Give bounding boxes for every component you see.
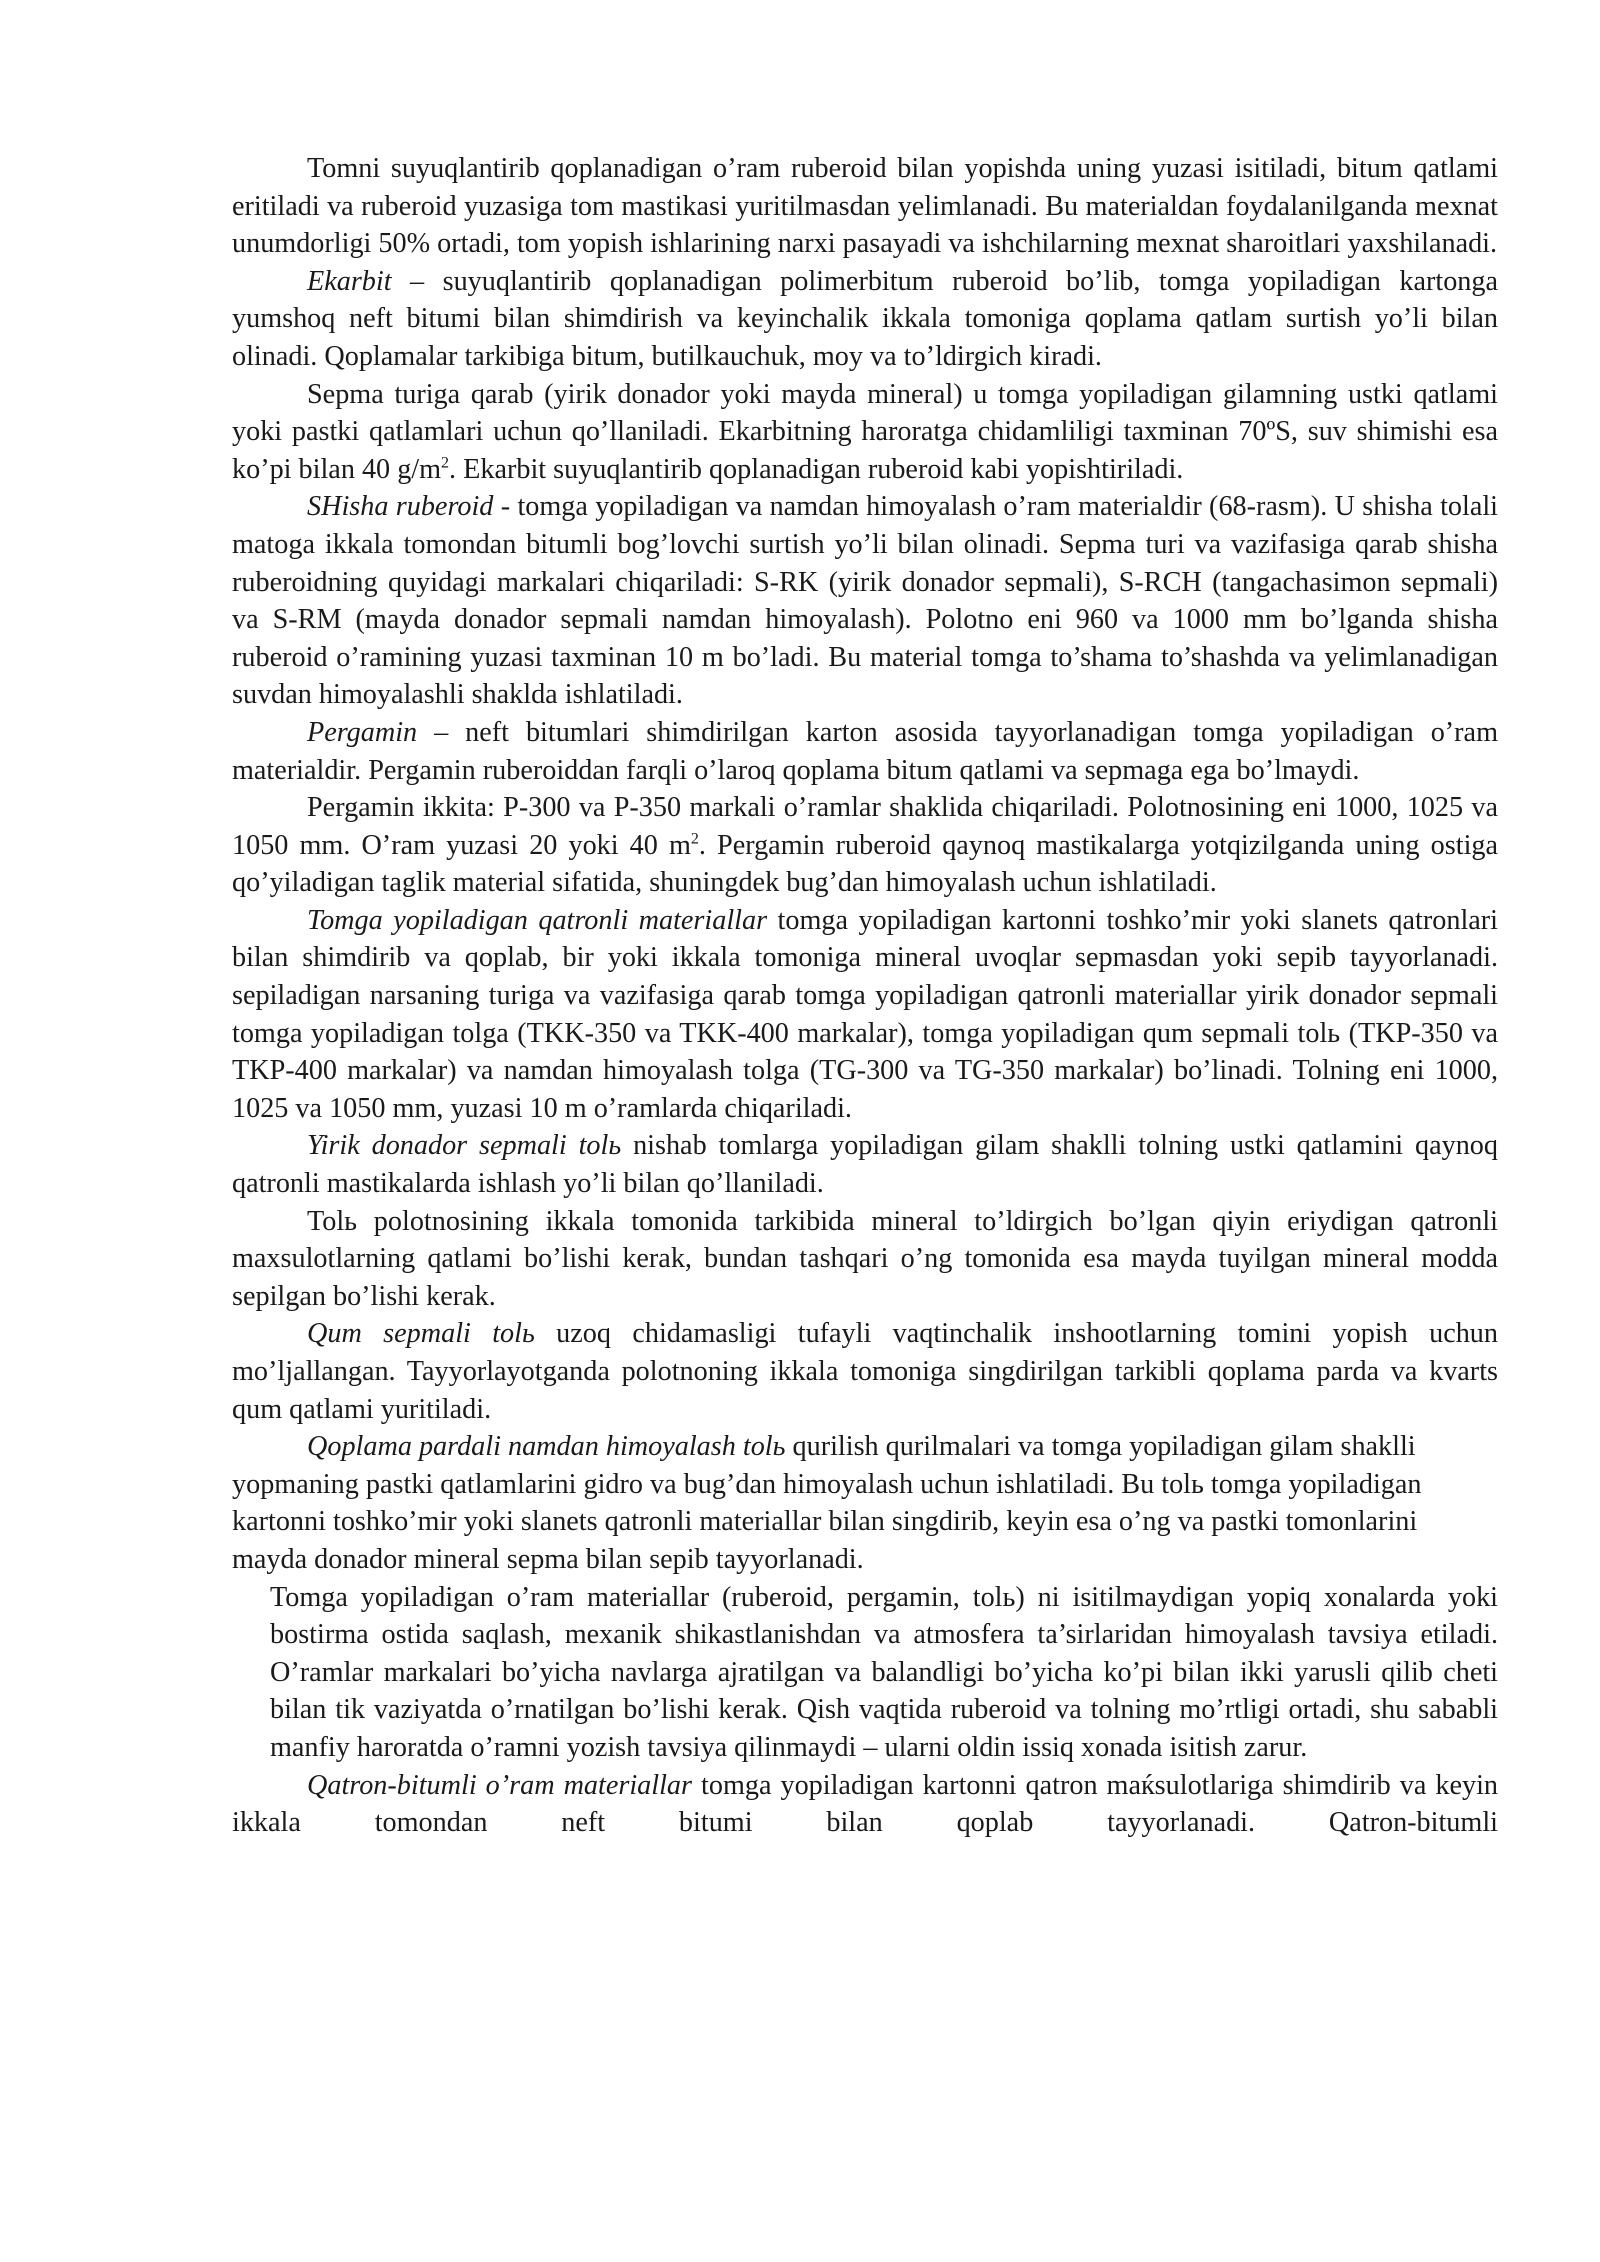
term-shisha-ruberoid: SHisha ruberoid -	[307, 491, 511, 523]
paragraph-text: tomga yopiladigan kartonni qatron maќsulotlariga shimdirib va keyin ikkala tomondan neft bitumi bilan qoplab tayyorlanadi. Qatron-bitumli	[232, 1769, 1498, 1839]
paragraph-tar-bitumen	[232, 1767, 1498, 1842]
term-tar-materials: Tomga yopiladigan qatronli materiallar	[307, 904, 768, 936]
paragraph-text: Tomni suyuqlantirib qoplanadigan o’ram ruberoid bilan yopishda uning yuzasi isitiladi, bitum qatlami eritiladi va ruberoid yuzasiga tom mastikasi yuritilmasdan yelimlanadi. Bu materialdan foydalanilganda mexnat unumdorligi 50% ortadi, tom yopish ishlarining narxi pasayadi va ishchilarning mexnat sharoitlari yaxshilanadi.	[232, 153, 1498, 260]
term-tar-bitumen: Qatron-bitumli o’ram materiallar	[307, 1769, 692, 1801]
term-ekarbit: Ekarbit	[307, 265, 392, 297]
paragraph-text: tomga yopiladigan kartonni toshko’mir yoki slanets qatronlari bilan shimdirib va qoplab, bir yoki ikkala tomoniga mineral uvoqlar sepmasdan yoki sepib tayyorlanadi. sepiladigan narsaning turiga va vazifasiga qarab tomga yopiladigan qatronli materiallar yirik donador sepmali tomga yopiladigan tolga (TKK-350 va TKK-400 markalar), tomga yopiladigan qum sepmali tolь (TKP-350 va TKP-400 markalar) va namdan himoyalash tolga (TG-300 va TG-350 markalar) bo’linadi. Tolning eni 1000, 1025 va 1050 mm, yuzasi 10 m o’ramlarda chiqariladi.	[232, 904, 1499, 1124]
paragraph-text: tomga yopiladigan va namdan himoyalash o’ram materialdir (68-rasm). U shisha tolali matoga ikkala tomondan bitumli bog’lovchi surtish yo’li bilan olinadi. Sepma turi va vazifasiga qarab shisha ruberoidning quyidagi markalari chiqariladi: S-RK (yirik donador sepmali), S-RCH (tangachasimon sepmali) va S-RM (mayda donador sepmali namdan himoyalash). Polotno eni 960 va 1000 mm bo’lganda shisha ruberoid o’ramining yuzasi taxminan 10 m bo’ladi. Bu material tomga to’shama to’shashda va yelimlanadigan suvdan himoyalashli shaklda ishlatiladi.	[232, 491, 1499, 711]
paragraph-text: qurilish qurilmalari va tomga yopiladigan gilam shaklli yopmaning pastki qatlamlarini gidro va bug’dan himoyalash uchun ishlatiladi. Bu tolь tomga yopiladigan kartonni toshko’mir yoki slanets qatronli materiallar bilan singdirib, keyin esa o’ng va pastki tomonlarini mayda donador mineral sepma bilan sepib tayyorlanadi.	[232, 1431, 1422, 1575]
paragraph-text: nishab tomlarga yopiladigan gilam shaklli tolning ustki qatlamini qaynoq qatronli mastikalarda ishlash yo’li bilan qo’llaniladi.	[232, 1130, 1498, 1200]
term-coarse-tol: Yirik donador sepmali tolь	[307, 1130, 622, 1162]
paragraph-shisha-ruberoid	[232, 488, 1498, 714]
paragraph-storage	[232, 1579, 1498, 1767]
paragraph-sand-tol	[232, 1315, 1498, 1428]
document-page	[232, 150, 1498, 1842]
paragraph-sepma	[232, 376, 1498, 489]
paragraph-text: – neft bitumlari shimdirilgan karton asosida tayyorlanadigan tomga yopiladigan o’ram materialdir. Pergamin ruberoiddan farqli o’laroq qoplama bitum qatlami va sepmaga ega bo’lmaydi.	[232, 716, 1498, 786]
paragraph-tol-layers	[232, 1203, 1498, 1316]
superscript: 2	[690, 830, 699, 848]
term-pergamin: Pergamin	[307, 716, 418, 748]
paragraph-text: Sepma turiga qarab (yirik donador yoki mayda mineral) u tomga yopiladigan gilamning ustki qatlami yoki pastki qatlamlari uchun qo’llaniladi. Ekarbitning haroratga chidamliligi taxminan 70ºS, suv shimishi esa ko’pi bilan 40 g/m	[232, 378, 1498, 485]
paragraph-text: Tolь polotnosining ikkala tomonida tarkibida mineral to’ldirgich bo’lgan qiyin eriydigan qatronli maxsulotlarning qatlami bo’lishi kerak, bundan tashqari o’ng tomonida esa mayda tuyilgan mineral modda sepilgan bo’lishi kerak.	[232, 1205, 1498, 1312]
term-film-tol: Qoplama pardali namdan himoyalash tolь	[307, 1431, 786, 1463]
paragraph-pergamin-grades	[232, 789, 1498, 902]
paragraph-fusing-ruberoid	[232, 150, 1498, 263]
paragraph-pergamin	[232, 714, 1498, 789]
term-sand-tol: Qum sepmali tolь	[307, 1318, 535, 1350]
paragraph-text: Pergamin ikkita: P-300 va P-350 markali o’ramlar shaklida chiqariladi. Polotnosining eni 1000, 1025 va 1050 mm. O’ram yuzasi 20 yoki 40 m	[232, 792, 1498, 861]
paragraph-coarse-tol	[232, 1127, 1498, 1202]
paragraph-ekarbit	[232, 263, 1498, 376]
paragraph-text: . Ekarbit suyuqlantirib qoplanadigan ruberoid kabi yopishtiriladi.	[449, 453, 1184, 485]
paragraph-film-tol	[232, 1428, 1498, 1578]
paragraph-text: – suyuqlantirib qoplanadigan polimerbitum ruberoid bo’lib, tomga yopiladigan kartonga yumshoq neft bitumi bilan shimdirish va keyinchalik ikkala tomoniga qoplama qatlam surtish yo’li bilan olinadi. Qoplamalar tarkibiga bitum, butilkauchuk, moy va to’ldirgich kiradi.	[232, 265, 1498, 372]
superscript: 2	[441, 454, 450, 472]
paragraph-text: Tomga yopiladigan o’ram materiallar (ruberoid, pergamin, tolь) ni isitilmaydigan yopiq xonalarda yoki bostirma ostida saqlash, mexanik shikastlanishdan va atmosfera ta’sirlaridan himoyalash tavsiya etiladi. O’ramlar markalari bo’yicha navlarga ajratilgan va balandligi bo’yicha ko’pi bilan ikki yarusli qilib cheti bilan tik vaziyatda o’rnatilgan bo’lishi kerak. Qish vaqtida ruberoid va tolning mo’rtligi ortadi, shu sababli manfiy haroratda o’ramni yozish tavsiya qilinmaydi – ularni oldin issiq xonada isitish zarur.	[270, 1581, 1498, 1763]
paragraph-text: uzoq chidamasligi tufayli vaqtinchalik inshootlarning tomini yopish uchun mo’ljallangan. Tayyorlayotganda polotnoning ikkala tomoniga singdirilgan tarkibli qoplama parda va kvarts qum qatlami yuritiladi.	[232, 1318, 1498, 1425]
paragraph-text: . Pergamin ruberoid qaynoq mastikalarga yotqizilganda uning ostiga qo’yiladigan taglik material sifatida, shuningdek bug’dan himoyalash uchun ishlatiladi.	[232, 829, 1498, 899]
paragraph-tar-materials	[232, 902, 1498, 1128]
